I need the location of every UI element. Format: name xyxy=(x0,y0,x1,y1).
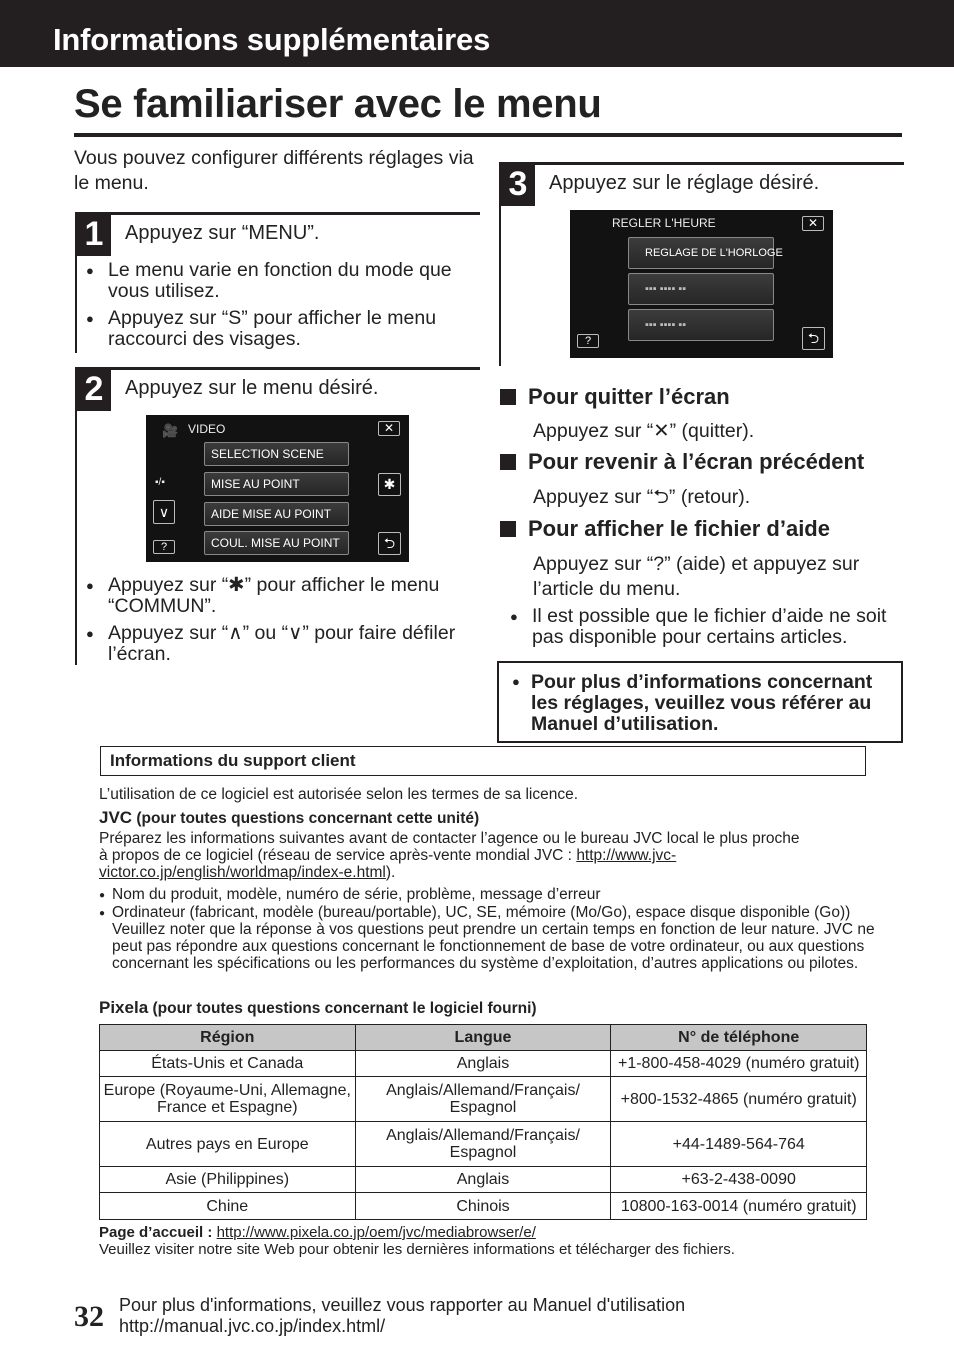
col-header: Région xyxy=(100,1025,356,1051)
contact-table xyxy=(99,1024,867,1220)
back-text: Appuyez sur “⮌” (retour). xyxy=(533,486,751,508)
quit-heading: Pour quitter l’écran xyxy=(500,384,730,410)
menu-item[interactable]: ▪▪▪ ▪▪▪▪ ▪▪ xyxy=(628,273,774,305)
menu-item[interactable]: SELECTION SCENE xyxy=(204,442,349,466)
license-text: L’utilisation de ce logiciel est autorisée selon les termes de sa licence. xyxy=(99,786,579,803)
help-icon[interactable]: ? xyxy=(153,540,175,554)
page-title: Se familiariser avec le menu xyxy=(74,82,602,126)
list-item: ● Appuyez sur “∧” ou “∨” pour faire défiler l’écran. xyxy=(86,623,476,665)
homepage-note: Veuillez visiter notre site Web pour obtenir les dernières informations et télécharger des fichiers. xyxy=(99,1241,735,1258)
step-number: 3 xyxy=(501,162,535,206)
step-number: 1 xyxy=(77,212,111,256)
menu-item[interactable]: AIDE MISE AU POINT xyxy=(204,502,349,526)
pixela-link[interactable]: http://www.pixela.co.jp/oem/jvc/mediabrowser/e/ xyxy=(216,1224,536,1241)
gear-icon[interactable]: ✱ xyxy=(378,473,401,496)
step-1-bullets xyxy=(86,260,476,356)
bullet-dot: ● xyxy=(512,674,520,689)
menu-item[interactable]: ▪▪▪ ▪▪▪▪ ▪▪ xyxy=(628,309,774,341)
help-text: Appuyez sur “?” (aide) et appuyez sur l’article du menu. xyxy=(533,553,860,600)
jvc-text: Préparez les informations suivantes avant de contacter l’agence ou le bureau JVC local le plus proche à propos de ce logiciel (réseau de service après-vente mondial JVC : http://www.jvc-victor.co.jp/english/worldmap/index-e.html). xyxy=(99,830,800,881)
col-header: Langue xyxy=(355,1025,611,1051)
table-row: Europe (Royaume-Uni, Allemagne, France et Espagne) Anglais/Allemand/Français/ Espagnol +800-1532-4865 (numéro gratuit) xyxy=(100,1077,867,1122)
screen-title: REGLER L'HEURE xyxy=(612,216,716,230)
list-item: ● Il est possible que le fichier d’aide ne soit pas disponible pour certains articles. xyxy=(510,606,905,648)
step-2-bullets xyxy=(86,575,476,671)
help-heading: Pour afficher le fichier d’aide xyxy=(500,516,830,542)
info-box xyxy=(497,661,903,743)
info-text: Pour plus d’informations concernant les réglages, veuillez vous référer au Manuel d’utilisation. xyxy=(531,671,873,735)
close-icon[interactable]: ✕ xyxy=(802,216,824,231)
back-heading: Pour revenir à l’écran précédent xyxy=(500,449,864,475)
page-number: 32 xyxy=(74,1300,104,1333)
quit-text: Appuyez sur “✕” (quitter). xyxy=(533,420,755,442)
menu-item[interactable]: COUL. MISE AU POINT xyxy=(204,531,349,555)
homepage-line: Page d’accueil : http://www.pixela.co.jp/oem/jvc/mediabrowser/e/ xyxy=(99,1224,536,1241)
title-rule xyxy=(74,133,902,137)
support-bullet-2: ● Ordinateur (fabricant, modèle (bureau/portable), UC, SE, mémoire (Mo/Go), espace disque disponible (Go)) Veuillez noter que la réponse à vos questions peut prendre un certain temps en fonction de leur nature. JVC ne peut pas répondre aux questions concernant le fonctionnement de base de votre ordinateur, ou aux questions concernant les spécifications ou les performances du système d’exploitation, d’autres applications ou pilotes. xyxy=(99,904,875,972)
chevron-down-icon[interactable]: ∨ xyxy=(153,500,175,524)
close-icon[interactable]: ✕ xyxy=(378,421,400,436)
screen-title: VIDEO xyxy=(188,422,226,436)
menu-item[interactable]: MISE AU POINT xyxy=(204,472,349,496)
help-bullets xyxy=(510,606,905,654)
step-heading: Appuyez sur le réglage désiré. xyxy=(549,172,820,194)
manual-link[interactable]: http://manual.jvc.co.jp/index.html/ xyxy=(119,1316,386,1336)
table-row: Asie (Philippines) Anglais +63-2-438-0090 xyxy=(100,1167,867,1193)
support-bullet-1: ● Nom du produit, modèle, numéro de série, problème, message d’erreur xyxy=(99,886,601,903)
menu-screen-video xyxy=(146,415,409,562)
section-title: Informations supplémentaires xyxy=(53,22,491,57)
footer-text: Pour plus d'informations, veuillez vous rapporter au Manuel d'utilisation http://manual.jvc.co.jp/index.html/ xyxy=(119,1295,686,1336)
camera-icon: 🎥 xyxy=(162,423,179,438)
jvc-heading: JVC (pour toutes questions concernant cette unité) xyxy=(99,808,480,827)
step-number: 2 xyxy=(77,367,111,411)
col-header: N° de téléphone xyxy=(611,1025,867,1051)
list-item: ● Appuyez sur “S” pour afficher le menu raccourci des visages. xyxy=(86,308,476,350)
menu-screen-clock xyxy=(570,210,833,358)
jvc-link[interactable]: http://www.jvc-victor.co.jp/english/worldmap/index-e.html xyxy=(99,847,677,881)
table-row: États-Unis et Canada Anglais +1-800-458-4029 (numéro gratuit) xyxy=(100,1051,867,1077)
intro-text: Vous pouvez configurer différents réglages via le menu. xyxy=(74,147,474,194)
back-icon[interactable]: ⮌ xyxy=(378,532,401,555)
menu-item[interactable]: REGLAGE DE L'HORLOGE xyxy=(628,237,774,269)
table-row: Autres pays en Europe Anglais/Allemand/Français/ Espagnol +44-1489-564-764 xyxy=(100,1122,867,1167)
section-header-bar xyxy=(0,0,954,67)
table-row: Chine Chinois 10800-163-0014 (numéro gratuit) xyxy=(100,1193,867,1220)
list-item: ● Le menu varie en fonction du mode que vous utilisez. xyxy=(86,260,476,302)
help-icon[interactable]: ? xyxy=(577,334,599,348)
back-icon[interactable]: ⮌ xyxy=(802,327,825,350)
step-heading: Appuyez sur le menu désiré. xyxy=(125,377,379,399)
support-header: Informations du support client xyxy=(100,746,866,776)
page-indicator: ▪/▪ xyxy=(155,477,165,488)
step-heading: Appuyez sur “MENU”. xyxy=(125,222,320,244)
list-item: ● Appuyez sur “✱” pour afficher le menu “COMMUN”. xyxy=(86,575,476,617)
pixela-heading: Pixela (pour toutes questions concernant le logiciel fourni) xyxy=(99,998,537,1017)
